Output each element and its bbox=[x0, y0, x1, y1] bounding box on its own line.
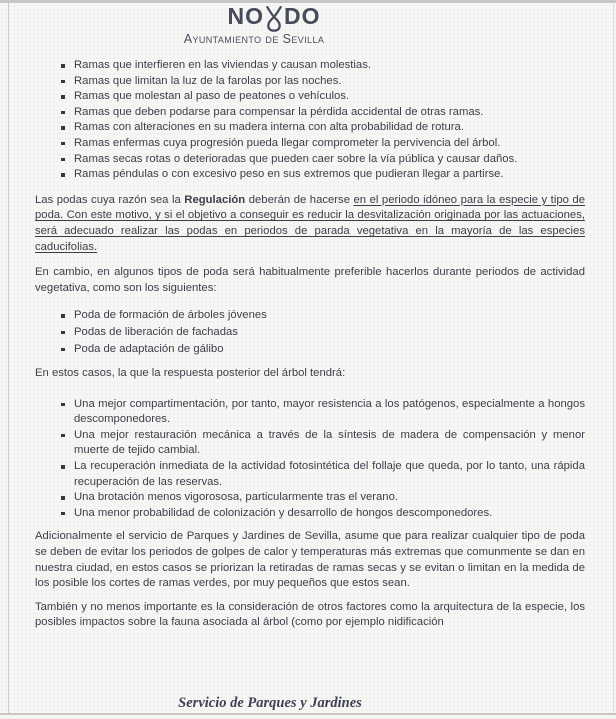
list-item: Poda de adaptación de gálibo bbox=[60, 342, 585, 358]
paragraph-en-cambio: En cambio, en algunos tipos de poda será habitualmente preferible hacerlos durante periodos de actividad vegetativa, como son los siguientes: bbox=[35, 266, 585, 294]
page-border-right bbox=[613, 3, 614, 714]
paragraph-adicionalmente: Adicionalmente el servicio de Parques y Jardines de Sevilla, asume que para realizar cualquier tipo de poda se deben de evitar los periodos de golpes de calor y temperaturas más extremas que comunmente se dan en nuestra ciudad, en estos casos se priorizan la retiradas de ramas secas y se evitan o limitan en la medida de los posible los cortes de ramas verdes, por muy pequeños que estos sean. bbox=[35, 530, 585, 590]
nosdo-logo bbox=[228, 4, 321, 31]
page-border-left bbox=[8, 3, 9, 714]
madeja-icon bbox=[265, 6, 283, 32]
logo-text-left: NO bbox=[227, 3, 264, 29]
list-item: Ramas que limitan la luz de la farolas por las noches. bbox=[60, 74, 585, 90]
org-subtitle: Ayuntamiento de Sevilla bbox=[183, 32, 325, 46]
list-item: Ramas enfermas cuya progresión pueda llegar comprometer la pervivencia del árbol. bbox=[60, 136, 585, 152]
list-item: Una mejor restauración mecánica a través de la síntesis de madera de compensación y menor muerte de tejido cambial. bbox=[60, 428, 585, 459]
paragraph-tambien: También y no menos importante es la consideración de otros factores como la arquitectura de la especie, los posibles impactos sobre la fauna asociada al árbol (como por ejemplo nidificación bbox=[35, 600, 585, 629]
paragraph-regulacion bbox=[35, 193, 585, 255]
document-page bbox=[35, 3, 585, 719]
list-item: Ramas con alteraciones en su madera interna con alta probabilidad de rotura. bbox=[60, 120, 585, 136]
list-item: Ramas que molestan al paso de peatones o vehículos. bbox=[60, 89, 585, 105]
logo-text-right: DO bbox=[284, 3, 321, 29]
pruning-reasons-list bbox=[35, 58, 585, 183]
tree-responses-list bbox=[35, 397, 585, 522]
list-item: Una brotación menos vigorososa, particularmente tras el verano. bbox=[60, 490, 585, 506]
list-item: Una menor probabilidad de colonización y desarrollo de hongos descomponedores. bbox=[60, 506, 585, 522]
text-segment: Las podas cuya razón sea la bbox=[35, 193, 185, 206]
text-segment: Regulación bbox=[184, 193, 246, 206]
text-segment: deberán de hacerse bbox=[245, 193, 354, 206]
document-header bbox=[35, 4, 585, 47]
list-item: Una mejor compartimentación, por tanto, mayor resistencia a los patógenos, especialmente a hongos descomponedores. bbox=[60, 397, 585, 428]
text-segment: en el periodo idóneo para la especie y tipo de poda. Con este motivo, y si el objetivo a conseguir es reducir la desvitalización originada por las actuaciones, será adecuado realizar las podas en periodos de parada vegetativa en la mayoría de las especies caducifolias. bbox=[35, 193, 585, 253]
list-item: Ramas péndulas o con excesivo peso en sus extremos que pudieran llegar a partirse. bbox=[60, 167, 585, 183]
footer-service-title: Servicio de Parques y Jardines bbox=[178, 695, 362, 711]
list-item: Ramas que interfieren en las viviendas y causan molestias. bbox=[60, 58, 585, 74]
list-item: Podas de liberación de fachadas bbox=[60, 325, 585, 341]
list-item: La recuperación inmediata de la actividad fotosintética del follaje que queda, por lo tanto, una rápida recuperación de las reservas. bbox=[60, 459, 585, 490]
list-item: Ramas que deben podarse para compensar la pérdida accidental de otras ramas. bbox=[60, 105, 585, 121]
pruning-types-list bbox=[35, 308, 585, 357]
list-item: Ramas secas rotas o deterioradas que pueden caer sobre la vía pública y causar daños. bbox=[60, 152, 585, 168]
list-item: Poda de formación de árboles jóvenes bbox=[60, 308, 585, 324]
paragraph-en-estos-casos: En estos casos, la que la respuesta posterior del árbol tendrá: bbox=[35, 367, 346, 380]
